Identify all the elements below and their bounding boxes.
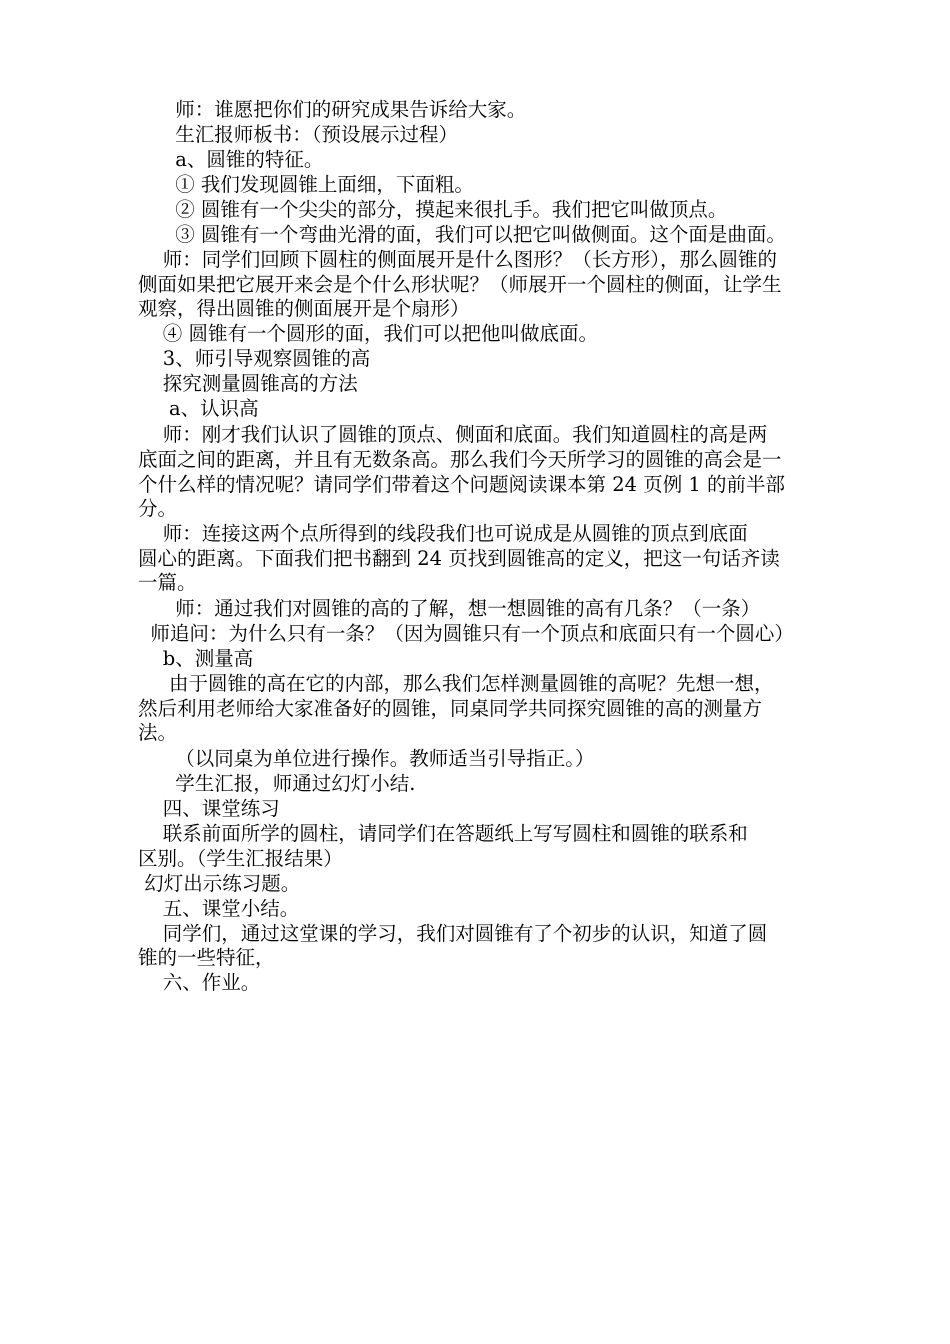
- text-line: 师：同学们回顾下圆柱的侧面展开是什么图形？（长方形），那么圆锥的: [138, 248, 778, 271]
- text-line: 区别。（学生汇报结果）: [138, 847, 343, 870]
- text-line: 师：通过我们对圆锥的高的了解，想一想圆锥的高有几条？（一条）: [138, 597, 761, 620]
- text-line: 五、课堂小结。: [138, 897, 300, 920]
- text-line: 生汇报师板书：（预设展示过程）: [138, 123, 458, 146]
- text-line: ② 圆锥有一个尖尖的部分，摸起来很扎手。我们把它叫做顶点。: [138, 198, 728, 221]
- text-line: 四、课堂练习: [138, 797, 280, 820]
- text-line: b、测量高: [138, 647, 254, 670]
- text-line: 3、师引导观察圆锥的高: [138, 347, 371, 370]
- text-line: （以同桌为单位进行操作。教师适当引导指正。）: [138, 747, 595, 770]
- text-line: 锥的一些特征，: [138, 946, 275, 969]
- text-line: 师：连接这两个点所得到的线段我们也可说成是从圆锥的顶点到底面: [138, 522, 748, 545]
- text-line: ① 我们发现圆锥上面细，下面粗。: [138, 173, 474, 196]
- text-line: 由于圆锥的高在它的内部，那么我们怎样测量圆锥的高呢？先想一想，: [138, 672, 774, 695]
- text-line: 个什么样的情况呢？请同学们带着这个问题阅读课本第 24 页例 1 的前半部: [138, 473, 786, 496]
- text-line: 联系前面所学的圆柱，请同学们在答题纸上写写圆柱和圆锥的联系和: [138, 822, 748, 845]
- text-line: 观察，得出圆锥的侧面展开是个扇形）: [138, 297, 470, 320]
- text-line: 然后利用老师给大家准备好的圆锥，同桌同学共同探究圆锥的高的测量方: [138, 697, 763, 720]
- text-line: 底面之间的距离，并且有无数条高。那么我们今天所学习的圆锥的高会是一: [138, 448, 782, 471]
- text-line: 师追问：为什么只有一条？（因为圆锥只有一个顶点和底面只有一个圆心）: [138, 622, 794, 645]
- text-line: 六、作业。: [138, 971, 261, 994]
- text-line: ③ 圆锥有一个弯曲光滑的面，我们可以把它叫做侧面。这个面是曲面。: [138, 223, 786, 246]
- text-line: 法。: [138, 721, 178, 744]
- text-line: 侧面如果把它展开来会是个什么形状呢？（师展开一个圆柱的侧面，让学生: [138, 273, 782, 296]
- text-line: a、圆锥的特征。: [138, 148, 324, 171]
- text-line: 师：谁愿把你们的研究成果告诉给大家。: [138, 98, 527, 121]
- text-line: 幻灯出示练习题。: [138, 872, 301, 895]
- text-line: ④ 圆锥有一个圆形的面，我们可以把他叫做底面。: [138, 322, 598, 345]
- text-line: 探究测量圆锥高的方法: [138, 372, 358, 395]
- text-line: 师：刚才我们认识了圆锥的顶点、侧面和底面。我们知道圆柱的高是两: [138, 423, 768, 446]
- text-line: 圆心的距离。下面我们把书翻到 24 页找到圆锥高的定义，把这一句话齐读: [138, 547, 780, 570]
- text-line: 分。: [138, 497, 178, 520]
- text-line: 学生汇报，师通过幻灯小结.: [138, 772, 416, 795]
- text-line: a、认识高: [138, 397, 259, 420]
- text-line: 同学们，通过这堂课的学习，我们对圆锥有了个初步的认识，知道了圆: [138, 922, 768, 945]
- text-line: 一篇。: [138, 571, 197, 594]
